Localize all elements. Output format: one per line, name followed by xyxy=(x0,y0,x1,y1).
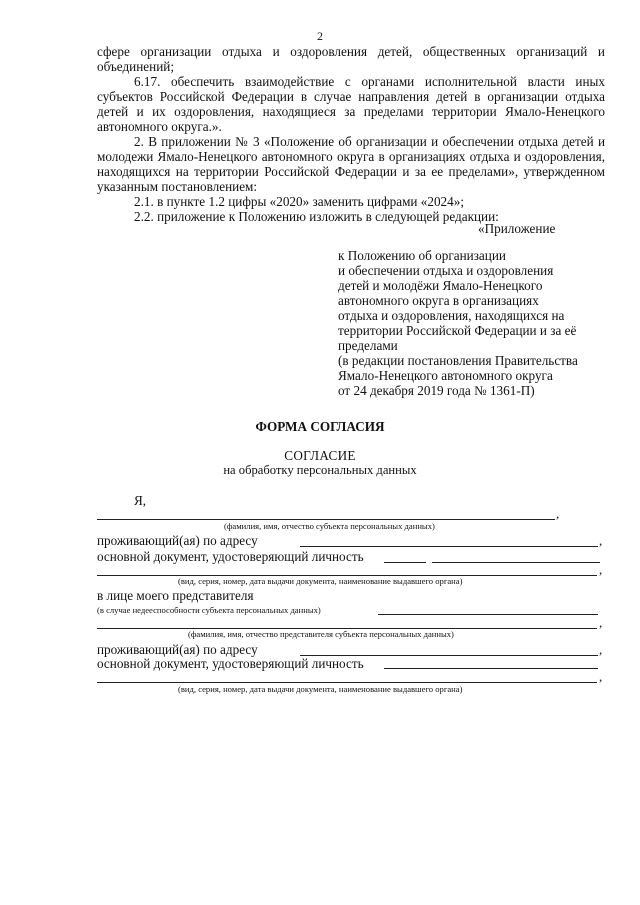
paragraph: 2. В приложении № 3 «Положение об организации и обеспечении отдыха детей и молодежи Ямало-Ненецкого автономного округа в организациях отдыха и оздоровления, находящихся на территории Российской Федерации и за ее пределами», утвержденном указанным постановлением: xyxy=(97,134,605,194)
document-label-2: основной документ, удостоверяющий личность xyxy=(97,656,364,671)
appendix-line: автономного округа в организациях xyxy=(338,293,539,308)
comma: , xyxy=(599,669,603,684)
page-number: 2 xyxy=(317,29,323,43)
document-label: основной документ, удостоверяющий личность xyxy=(97,549,364,564)
residing-label: проживающий(ая) по адресу xyxy=(97,533,258,548)
document-number-line[interactable] xyxy=(432,562,600,563)
appendix-line: от 24 декабря 2019 года № 1361-П) xyxy=(338,383,535,398)
appendix-line: Ямало-Ненецкого автономного округа xyxy=(338,368,553,383)
appendix-line: отдыха и оздоровления, находящихся на xyxy=(338,308,565,323)
appendix-line: пределами xyxy=(338,338,398,353)
fio-field-line[interactable] xyxy=(97,519,555,520)
main-text xyxy=(97,44,605,224)
caption-document: (вид, серия, номер, дата выдачи документа, наименование выдавшего органа) xyxy=(178,576,463,586)
appendix-line: территории Российской Федерации и за её xyxy=(338,323,577,338)
form-title: ФОРМА СОГЛАСИЯ xyxy=(255,419,385,434)
caption-fio: (фамилия, имя, отчество субъекта персональных данных) xyxy=(224,521,435,531)
representative-label: в лице моего представителя xyxy=(97,588,254,603)
comma: , xyxy=(599,642,603,657)
address-field-line[interactable] xyxy=(300,546,598,547)
appendix-line: (в редакции постановления Правительства xyxy=(338,353,578,368)
appendix-line: и обеспечении отдыха и оздоровления xyxy=(338,263,554,278)
caption-document-2: (вид, серия, номер, дата выдачи документа, наименование выдавшего органа) xyxy=(178,684,463,694)
consent-heading: СОГЛАСИЕ xyxy=(284,448,356,463)
caption-rep-fio: (фамилия, имя, отчество представителя субъекта персональных данных) xyxy=(188,629,454,639)
document-details-line-2[interactable] xyxy=(97,682,597,683)
paragraph: сфере организации отдыха и оздоровления детей, общественных организаций и объединений; xyxy=(97,44,605,74)
appendix-heading: «Приложение xyxy=(478,221,556,236)
incapacity-label: (в случае недееспособности субъекта персональных данных) xyxy=(97,605,321,615)
appendix-block xyxy=(338,248,608,398)
residing-label-2: проживающий(ая) по адресу xyxy=(97,642,258,657)
paragraph: 2.2. приложение к Положению изложить в следующей редакции: xyxy=(134,209,499,224)
paragraph: 2.1. в пункте 1.2 цифры «2020» заменить цифрами «2024»; xyxy=(134,194,464,209)
paragraph: 6.17. обеспечить взаимодействие с органами исполнительной власти иных субъектов Российской Федерации в случае направления детей в организации отдыха детей и их оздоровления, находящиеся за пределами территории Ямало-Ненецкого автономного округа.». xyxy=(97,74,605,134)
comma: , xyxy=(599,615,603,630)
appendix-line: к Положению об организации xyxy=(338,248,506,263)
comma: , xyxy=(599,562,603,577)
document-field-line-2[interactable] xyxy=(384,668,598,669)
document-series-line[interactable] xyxy=(384,562,426,563)
appendix-line: детей и молодёжи Ямало-Ненецкого xyxy=(338,278,543,293)
comma: , xyxy=(599,533,603,548)
incapacity-field-line[interactable] xyxy=(378,614,598,615)
consent-subheading: на обработку персональных данных xyxy=(223,463,417,477)
comma: , xyxy=(556,506,560,521)
i-label: Я, xyxy=(134,493,147,508)
